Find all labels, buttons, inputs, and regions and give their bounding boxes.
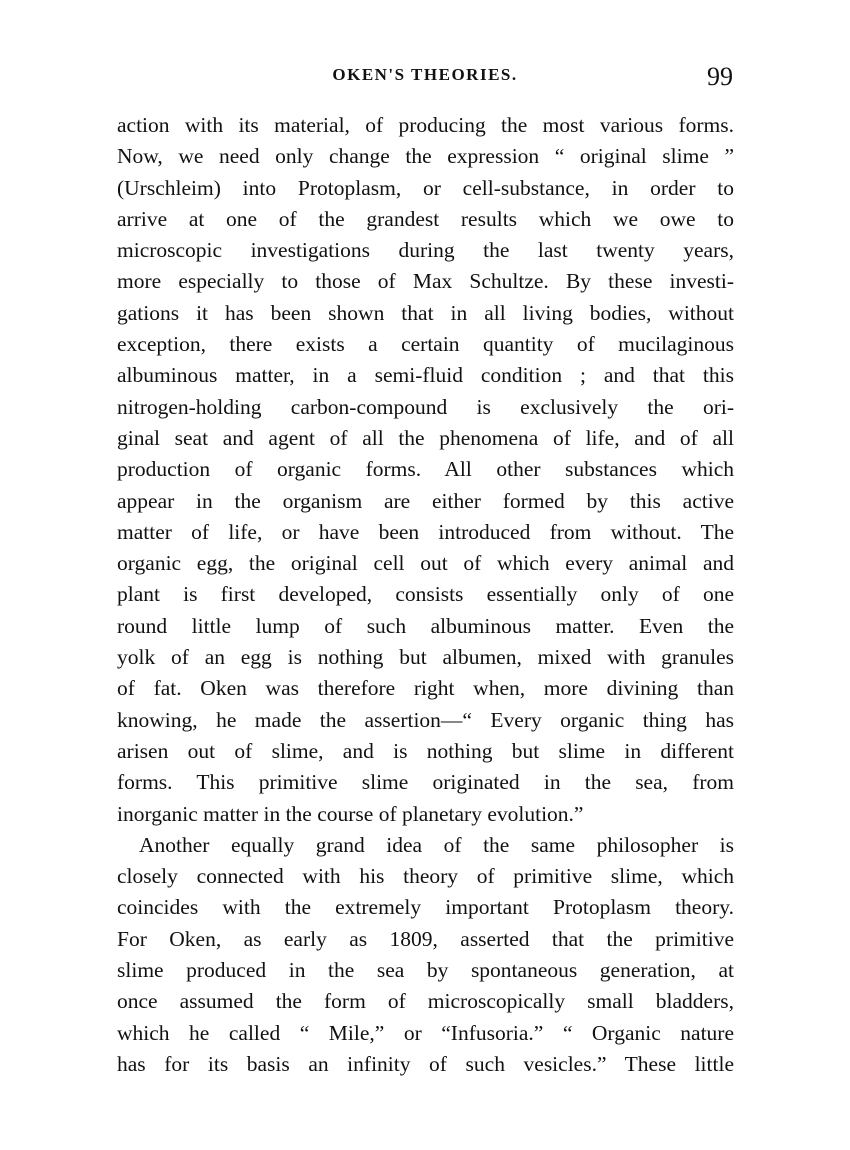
- text-line: once assumed the form of microscopically small bladders,: [117, 989, 734, 1014]
- text-line: matter of life, or have been introduced from without. The: [117, 519, 734, 544]
- text-line: forms. This primitive slime originated in the sea, from: [117, 770, 734, 795]
- text-line: exception, there exists a certain quantity of mucilaginous: [117, 332, 734, 357]
- text-line: which he called “ Mile,” or “Infusoria.” “ Organic nature: [117, 1020, 734, 1045]
- text-line: has for its basis an infinity of such vesicles.” These little: [117, 1051, 734, 1076]
- running-head: [117, 62, 733, 92]
- text-line: knowing, he made the assertion—“ Every organic thing has: [117, 707, 734, 732]
- text-line: (Urschleim) into Protoplasm, or cell-substance, in order to: [117, 175, 734, 200]
- text-line: gations it has been shown that in all living bodies, without: [117, 300, 734, 325]
- paragraph-2: [117, 830, 734, 1080]
- text-line: microscopic investigations during the last twenty years,: [117, 238, 734, 263]
- text-line: production of organic forms. All other substances which: [117, 457, 734, 482]
- running-title: OKEN'S THEORIES.: [332, 65, 518, 84]
- text-line: nitrogen-holding carbon-compound is exclusively the ori-: [117, 394, 734, 419]
- text-line: For Oken, as early as 1809, asserted that the primitive: [117, 926, 734, 951]
- text-line: arrive at one of the grandest results which we owe to: [117, 206, 734, 231]
- text-line: plant is first developed, consists essentially only of one: [117, 582, 734, 607]
- text-line: action with its material, of producing the most various forms.: [117, 113, 734, 137]
- text-line: albuminous matter, in a semi-fluid condition ; and that this: [117, 363, 734, 388]
- text-line: more especially to those of Max Schultze. By these investi-: [117, 269, 734, 294]
- text-line: closely connected with his theory of primitive slime, which: [117, 864, 734, 889]
- text-line: appear in the organism are either formed by this active: [117, 488, 734, 513]
- text-line: ginal seat and agent of all the phenomena of life, and of all: [117, 425, 734, 450]
- body-text: [117, 110, 734, 1080]
- text-line: Now, we need only change the expression “ original slime ”: [117, 144, 734, 169]
- text-line: organic egg, the original cell out of which every animal and: [117, 551, 734, 576]
- text-line: slime produced in the sea by spontaneous generation, at: [117, 958, 734, 983]
- text-line: yolk of an egg is nothing but albumen, mixed with granules: [117, 645, 734, 670]
- text-line: inorganic matter in the course of planetary evolution.”: [117, 801, 584, 826]
- page-number: 99: [707, 62, 733, 91]
- text-line: round little lump of such albuminous matter. Even the: [117, 613, 734, 638]
- paragraph-1: [117, 110, 734, 830]
- text-line: of fat. Oken was therefore right when, more divining than: [117, 676, 734, 701]
- text-line: Another equally grand idea of the same philosopher is: [139, 832, 734, 857]
- text-line: arisen out of slime, and is nothing but slime in different: [117, 738, 734, 763]
- text-line: coincides with the extremely important Protoplasm theory.: [117, 895, 734, 920]
